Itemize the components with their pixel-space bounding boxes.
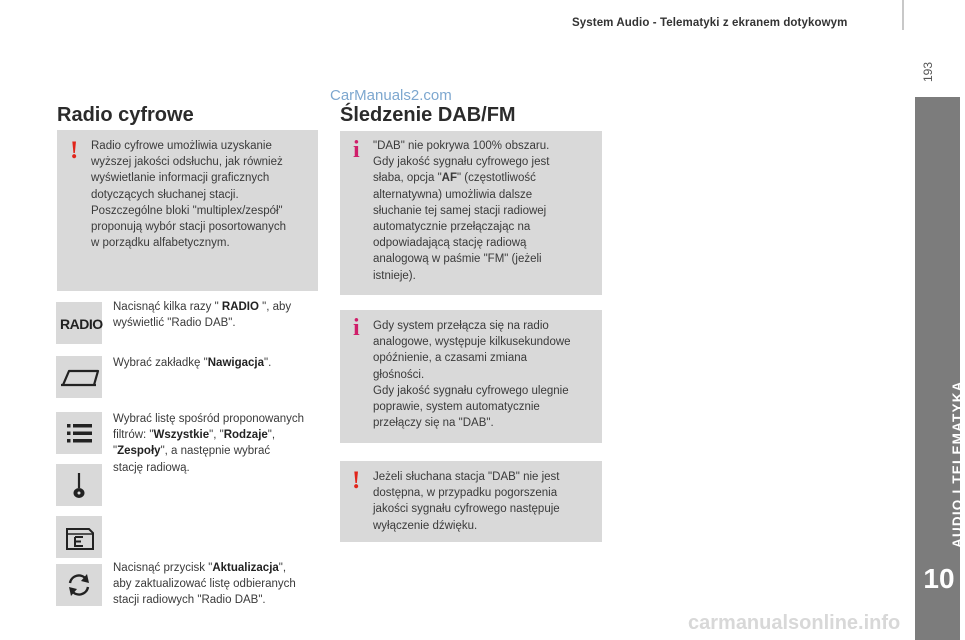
header-divider bbox=[902, 0, 904, 30]
step-radio-text: Nacisnąć kilka razy " RADIO ", aby wyświetlić "Radio DAB". bbox=[113, 301, 292, 330]
step-filter-text: Wybrać listę spośród proponowanych filtrów: "Wszystkie", "Rodzaje", "Zespoły", a następnie wybrać stację radiową. bbox=[113, 413, 305, 474]
chapter-label: AUDIO I TELEMATYKA bbox=[950, 380, 965, 548]
page-header-title: System Audio - Telematyki z ekranem dotykowym bbox=[572, 17, 848, 29]
warning-exclamation-icon: ! bbox=[70, 137, 79, 164]
info-icon: i bbox=[353, 137, 360, 163]
info-text-switch-analog: Gdy system przełącza się na radio analogowe, występuje kilkusekundowe opóźnienie, a czasami zmiana głośności. Gdy jakość sygnału cyfrowego ulegnie poprawie, system automatycznie przełączy się na "DAB". bbox=[373, 320, 571, 430]
step-navigation-text: Wybrać zakładkę "Nawigacja". bbox=[113, 357, 272, 369]
ensemble-icon bbox=[56, 516, 102, 558]
navigation-tab-icon bbox=[56, 356, 102, 398]
note-text-radio: Radio cyfrowe umożliwia uzyskanie wyższej jakości odsłuchu, jak również wyświetlanie informacji graficznych dotyczących słuchanej stacji. Poszczególne bloki "multiplex/zespół" proponują wybór stacji posortowanych w porządku alfabetycznym. bbox=[91, 140, 286, 250]
update-refresh-icon bbox=[56, 564, 102, 606]
section-title-sledzenie: Śledzenie DAB/FM bbox=[340, 104, 516, 126]
warning-text-no-dab: Jeżeli słuchana stacja "DAB" nie jest dostępna, w przypadku pogorszenia jakości sygnału cyfrowego następuje wyłączenie dźwięku. bbox=[373, 471, 560, 532]
radio-button-icon: RADIO bbox=[56, 302, 102, 344]
list-icon bbox=[56, 412, 102, 454]
guitar-icon bbox=[56, 464, 102, 506]
watermark-bottom: carmanualsonline.info bbox=[688, 612, 901, 634]
page-number: 193 bbox=[921, 61, 935, 82]
watermark-top: CarManuals2.com bbox=[330, 87, 452, 104]
info-icon: i bbox=[353, 315, 360, 341]
section-title-radio-cyfrowe: Radio cyfrowe bbox=[57, 104, 194, 126]
chapter-side-tab bbox=[915, 97, 960, 640]
info-text-dab-coverage: "DAB" nie pokrywa 100% obszaru. Gdy jakość sygnału cyfrowego jest słaba, opcja "AF" (częstotliwość alternatywna) umożliwia dalsze słuchanie tej samej stacji radiowej automatycznie przełączając na odpowiadającą stację radiową analogową w paśmie "FM" (jeżeli istnieje). bbox=[373, 140, 550, 282]
step-update-text: Nacisnąć przycisk "Aktualizacja", aby zaktualizować listę odbieranych stacji radiowych "Radio DAB". bbox=[113, 562, 296, 607]
warning-exclamation-icon: ! bbox=[352, 467, 361, 494]
chapter-number: 10 bbox=[923, 563, 955, 594]
